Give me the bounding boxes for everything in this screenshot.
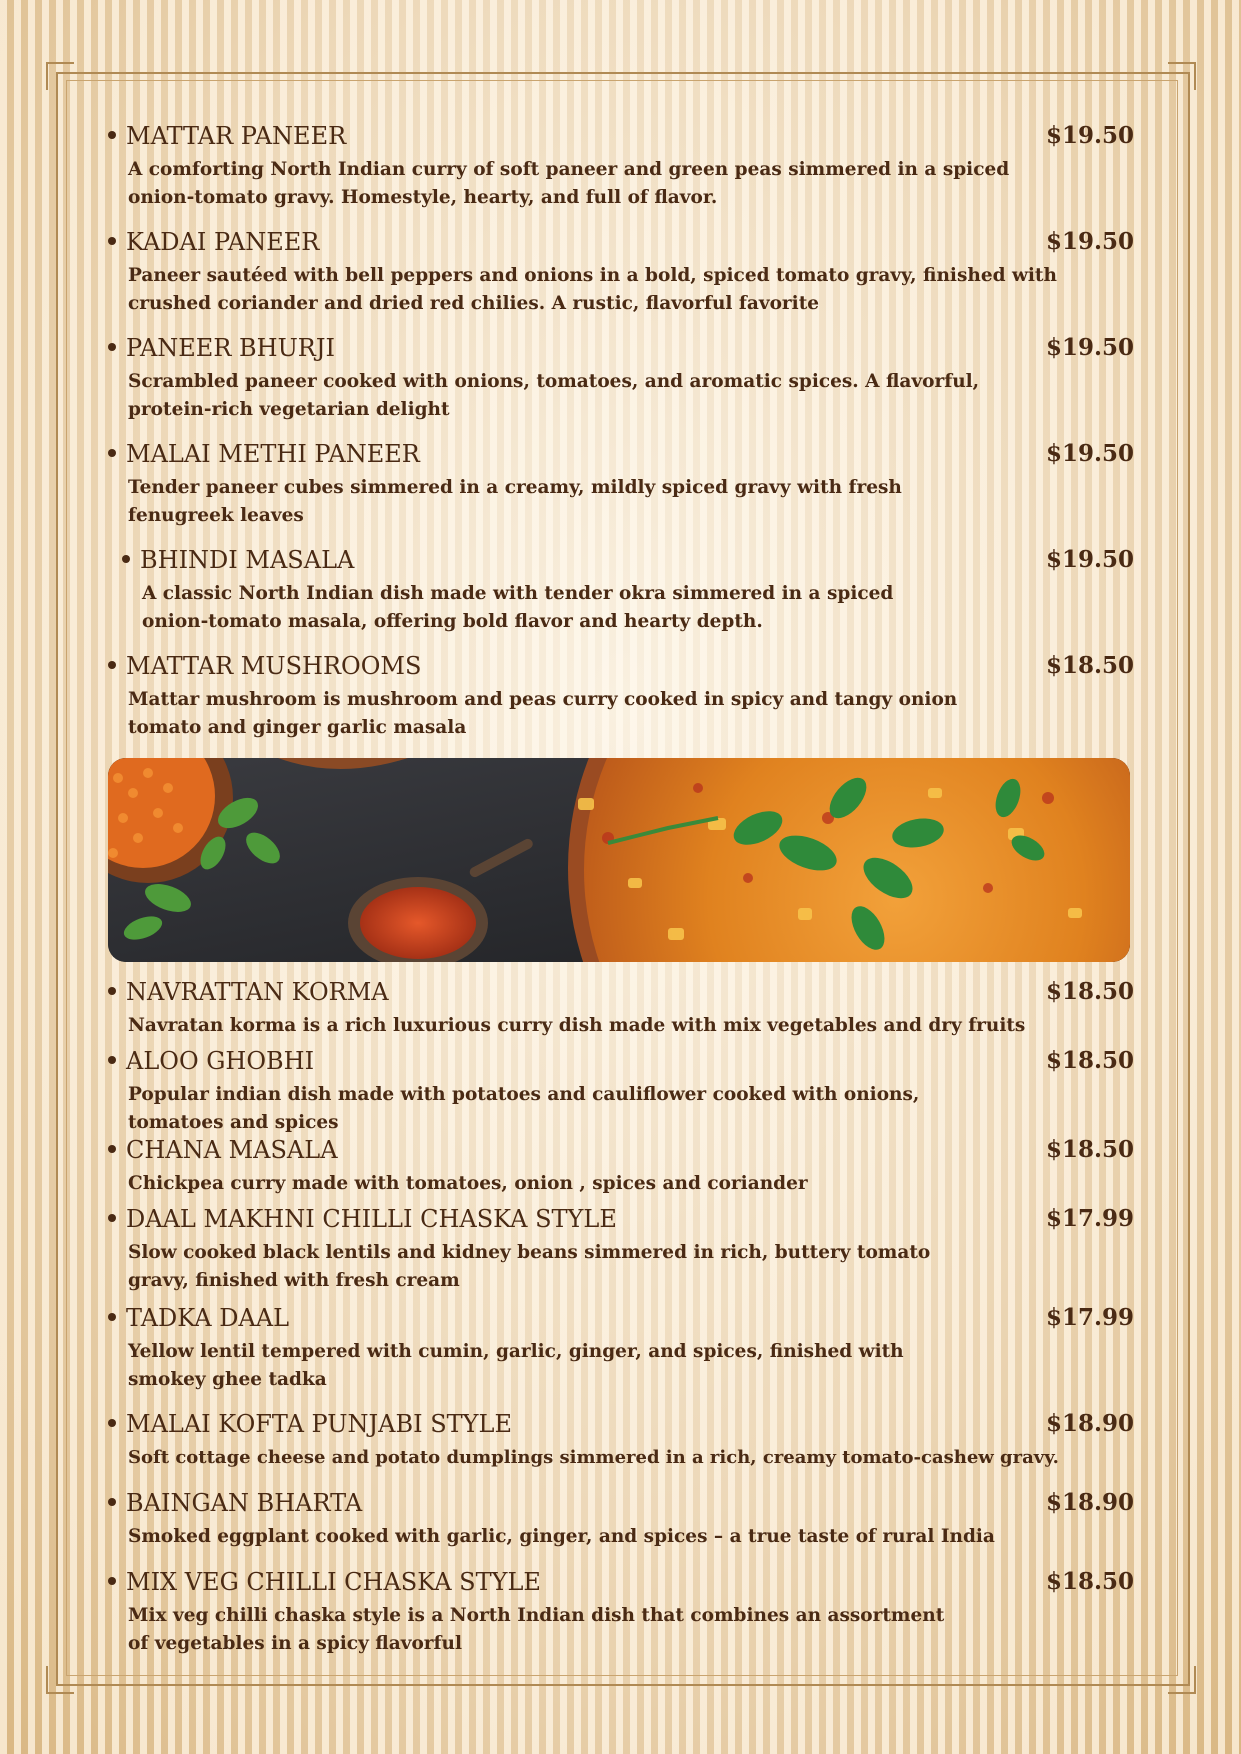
item-description: Mix veg chilli chaska style is a North Indian dish that combines an assortment [128, 1605, 945, 1626]
item-name: MIX VEG CHILLI CHASKA STYLE [126, 1568, 541, 1596]
item-description: of vegetables in a spicy flavorful [128, 1633, 462, 1654]
item-price: $18.90 [1045, 1410, 1134, 1437]
item-description: Yellow lentil tempered with cumin, garlic, ginger, and spices, finished with [128, 1341, 904, 1362]
menu-item [108, 652, 1134, 742]
bullet-icon [108, 237, 116, 245]
food-photo-daal [108, 758, 1130, 962]
bullet-icon [108, 1498, 116, 1506]
menu-item [108, 978, 1134, 1040]
bullet-icon [108, 343, 116, 351]
menu-item [108, 122, 1134, 212]
item-description: crushed coriander and dried red chilies. A rustic, flavorful favorite [128, 293, 820, 314]
bullet-icon [108, 1419, 116, 1427]
bullet-icon [108, 1145, 116, 1153]
item-price: $19.50 [1045, 440, 1134, 467]
menu-item [108, 440, 1134, 530]
bullet-icon [108, 987, 116, 995]
item-description: Popular indian dish made with potatoes and cauliflower cooked with onions, [128, 1084, 920, 1105]
item-price: $18.50 [1045, 1047, 1134, 1074]
bullet-icon [108, 1056, 116, 1064]
item-description: Navratan korma is a rich luxurious curry dish made with mix vegetables and dry fruits [128, 1015, 1026, 1036]
item-description: Mattar mushroom is mushroom and peas curry cooked in spicy and tangy onion [128, 689, 958, 710]
item-price: $19.50 [1045, 228, 1134, 255]
item-name: CHANA MASALA [126, 1136, 338, 1164]
item-name: MALAI KOFTA PUNJABI STYLE [126, 1410, 512, 1438]
item-price: $19.50 [1045, 334, 1134, 361]
item-price: $18.50 [1045, 652, 1134, 679]
food-photo-illustration [108, 758, 1130, 962]
menu-item [122, 546, 1134, 636]
item-description: tomatoes and spices [128, 1112, 339, 1133]
item-description: fenugreek leaves [128, 505, 304, 526]
item-description: Slow cooked black lentils and kidney beans simmered in rich, buttery tomato [128, 1242, 931, 1263]
item-name: MATTAR PANEER [126, 122, 347, 150]
item-name: TADKA DAAL [126, 1304, 290, 1332]
item-description: A comforting North Indian curry of soft paneer and green peas simmered in a spiced [128, 159, 1010, 180]
item-name: MALAI METHI PANEER [126, 440, 420, 468]
menu-item [108, 228, 1134, 318]
item-description: protein-rich vegetarian delight [128, 399, 450, 420]
item-name: ALOO GHOBHI [126, 1047, 315, 1075]
item-description: smokey ghee tadka [128, 1369, 327, 1390]
item-price: $18.50 [1045, 1568, 1134, 1595]
item-price: $18.50 [1045, 978, 1134, 1005]
menu-item [108, 1047, 1134, 1137]
bullet-icon [108, 661, 116, 669]
item-name: NAVRATTAN KORMA [126, 978, 389, 1006]
item-description: Paneer sautéed with bell peppers and onions in a bold, spiced tomato gravy, finished with [128, 265, 1057, 286]
item-name: DAAL MAKHNI CHILLI CHASKA STYLE [126, 1205, 617, 1233]
item-name: BHINDI MASALA [140, 546, 355, 574]
menu-item [108, 1489, 1134, 1551]
item-name: PANEER BHURJI [126, 334, 335, 362]
bullet-icon [108, 1577, 116, 1585]
item-price: $18.90 [1045, 1489, 1134, 1516]
item-name: MATTAR MUSHROOMS [126, 652, 422, 680]
item-price: $17.99 [1045, 1205, 1134, 1232]
item-price: $19.50 [1045, 122, 1134, 149]
item-description: tomato and ginger garlic masala [128, 717, 467, 738]
bullet-icon [122, 555, 130, 563]
menu-item [108, 334, 1134, 424]
bullet-icon [108, 449, 116, 457]
item-description: A classic North Indian dish made with tender okra simmered in a spiced [142, 583, 894, 604]
item-description: onion-tomato masala, offering bold flavor and hearty depth. [142, 611, 763, 632]
item-description: Chickpea curry made with tomatoes, onion , spices and coriander [128, 1173, 808, 1194]
menu-item [108, 1304, 1134, 1394]
bullet-icon [108, 1214, 116, 1222]
item-price: $18.50 [1045, 1136, 1134, 1163]
item-description: Smoked eggplant cooked with garlic, ginger, and spices – a true taste of rural India [128, 1526, 995, 1547]
item-description: Scrambled paneer cooked with onions, tomatoes, and aromatic spices. A flavorful, [128, 371, 980, 392]
menu-item [108, 1568, 1134, 1658]
item-price: $17.99 [1045, 1304, 1134, 1331]
bullet-icon [108, 131, 116, 139]
menu-item [108, 1205, 1134, 1295]
item-description: Soft cottage cheese and potato dumplings simmered in a rich, creamy tomato-cashew gravy. [128, 1447, 1059, 1468]
menu-item [108, 1410, 1134, 1472]
bullet-icon [108, 1313, 116, 1321]
item-description: gravy, finished with fresh cream [128, 1270, 460, 1291]
item-description: onion-tomato gravy. Homestyle, hearty, and full of flavor. [128, 187, 718, 208]
item-price: $19.50 [1045, 546, 1134, 573]
item-name: KADAI PANEER [126, 228, 320, 256]
item-description: Tender paneer cubes simmered in a creamy, mildly spiced gravy with fresh [128, 477, 902, 498]
item-name: BAINGAN BHARTA [126, 1489, 363, 1517]
menu-item [108, 1136, 1134, 1198]
